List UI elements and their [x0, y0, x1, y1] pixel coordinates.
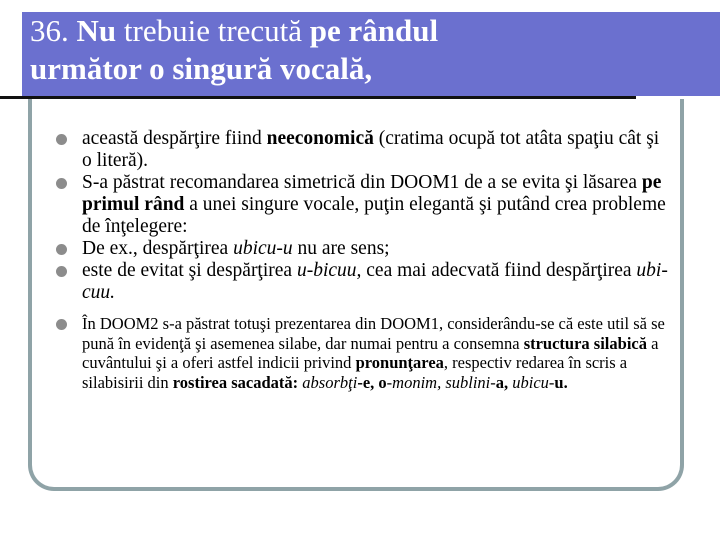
- bullet-item: această despărţire fiind neeconomică (cratima ocupă tot atâta spaţiu cât şi o literă).: [56, 128, 668, 172]
- bullet-dot-icon: [56, 319, 67, 330]
- title-part3: pe rândul: [309, 13, 439, 48]
- bullet-dot-icon: [56, 134, 67, 145]
- bullet-item-note: În DOOM2 s-a păstrat totuşi prezentarea din DOOM1, considerându-se că este util să se pună în evidenţă şi asemenea silabe, dar numai pentru a consemna structura silabică a cuvântului şi a oferi astfel indicii privind pronunţarea, respectiv redarea în scris a silabisirii din rostirea sacadată: absorbţi-e, o-monim, sublini-a, ubicu-u.: [56, 314, 668, 392]
- bullet-item: este de evitat şi despărţirea u-bicuu, cea mai adecvată fiind despărţirea ubi-cuu.: [56, 260, 668, 304]
- bullet-dot-icon: [56, 266, 67, 277]
- title-line2: următor o singură vocală,: [30, 51, 373, 86]
- bullet-dot-icon: [56, 178, 67, 189]
- bullet-item: De ex., despărţirea ubicu-u nu are sens;: [56, 238, 668, 260]
- bullet-dot-icon: [56, 244, 67, 255]
- slide-title: [30, 12, 690, 88]
- bullet-item: S-a păstrat recomandarea simetrică din DOOM1 de a se evita şi lăsarea pe primul rând a unei singure vocale, puţin elegantă şi putând crea probleme de înţelegere:: [56, 172, 668, 238]
- bullet-list: [56, 128, 668, 392]
- title-part2: trebuie trecută: [123, 13, 303, 48]
- title-part1: Nu: [76, 13, 117, 48]
- title-number: 36.: [30, 13, 69, 48]
